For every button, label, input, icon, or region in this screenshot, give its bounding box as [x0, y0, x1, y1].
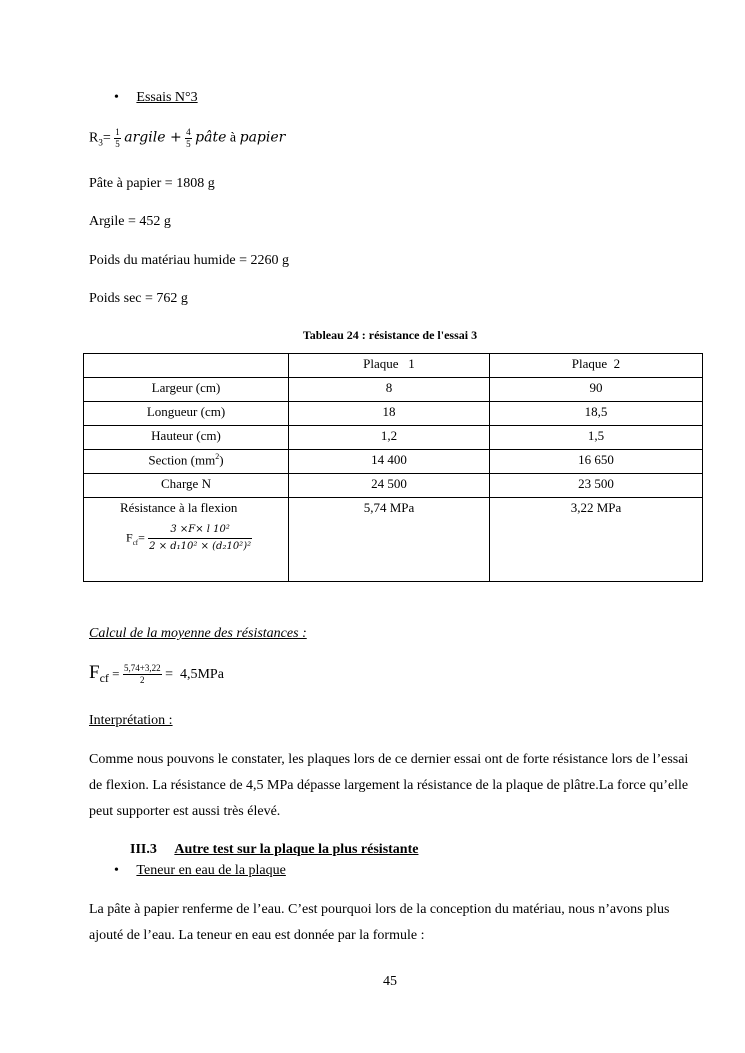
teneur-heading: Teneur en eau de la plaque [136, 863, 286, 878]
mean-fraction [123, 663, 162, 686]
final-paragraph: La pâte à papier renferme de l’eau. C’est pourquoi lors de la conception du matériau, nous n’avons plus ajouté de l’eau. La teneur en eau est donnée par la formule : [89, 902, 670, 943]
header-plaque-1: Plaque 1 [289, 354, 490, 378]
interpretation-heading: Interprétation : [89, 713, 173, 728]
table-row [84, 402, 703, 426]
interpretation-text: Comme nous pouvons le constater, les plaques lors de ce dernier essai ont de forte résistance lors de l’essai de flexion. La résistance de 4,5 MPa dépasse largement la résistance de la plaque de plâtre.La force qu’elle peut supporter est aussi très élevé. [89, 752, 689, 819]
frac1-num: 1 [115, 127, 120, 137]
resistance-value-2: 3,22 MPa [490, 498, 703, 582]
frac-four-fifths [185, 127, 192, 150]
r3-label: R [89, 130, 99, 146]
term-pate: pâte [195, 129, 227, 146]
row-value-2: 16 650 [490, 450, 703, 474]
fcf-eq: = [138, 530, 145, 545]
section-label-text: Section (mm [148, 452, 216, 468]
bullet-essais [114, 90, 198, 106]
r3-eq: = [102, 130, 111, 146]
bullet-teneur [114, 863, 286, 879]
header-cell-empty [84, 354, 289, 378]
formula-r3 [89, 127, 285, 150]
resistance-label-cell [84, 498, 289, 582]
row-label: Longueur (cm) [84, 402, 289, 426]
row-label: Largeur (cm) [84, 378, 289, 402]
row-value-2: 23 500 [490, 474, 703, 498]
frac2-den: 5 [186, 139, 191, 149]
table-header-row [84, 354, 703, 378]
row-label-section [84, 450, 289, 474]
fcf-sub: cf [132, 539, 139, 548]
mean-num: 5,74+3,22 [124, 663, 161, 674]
r3-sub: 3 [98, 137, 103, 148]
row-value-1: 1,2 [289, 426, 490, 450]
bullet-dot: • [114, 90, 119, 105]
fcf-num: 3 ×F× l 10² [148, 522, 252, 539]
row-value-1: 14 400 [289, 450, 490, 474]
table-row-resistance [84, 498, 703, 582]
resistance-label: Résistance à la flexion [120, 500, 238, 515]
row-value-2: 1,5 [490, 426, 703, 450]
resistance-table [83, 353, 703, 582]
row-value-2: 18,5 [490, 402, 703, 426]
bullet-dot: • [114, 863, 119, 878]
table-row [84, 378, 703, 402]
mean-result: = 4,5MPa [165, 667, 224, 682]
row-value-2: 90 [490, 378, 703, 402]
measure-poids-humide: Poids du matériau humide = 2260 g [89, 253, 289, 268]
section-sup: 2 [215, 452, 220, 461]
header-plaque-2: Plaque 2 [490, 354, 703, 378]
calc-heading: Calcul de la moyenne des résistances : [89, 626, 307, 641]
fcf-letter: F [126, 530, 133, 545]
measure-argile: Argile = 452 g [89, 214, 171, 229]
section-title: Autre test sur la plaque la plus résistante [174, 842, 419, 857]
fcf-fraction [148, 522, 252, 555]
mean-f-letter: F [89, 662, 100, 683]
mean-formula [89, 662, 224, 686]
frac1-den: 5 [115, 139, 120, 149]
table-row [84, 426, 703, 450]
row-value-1: 18 [289, 402, 490, 426]
section-close: ) [219, 452, 224, 468]
mean-f-sub: cf [99, 670, 109, 685]
section-number: III.3 [130, 842, 157, 857]
mean-den: 2 [140, 675, 145, 686]
essais-heading: Essais N°3 [136, 90, 198, 105]
table-caption: Tableau 24 : résistance de l'essai 3 [302, 328, 478, 342]
table-row [84, 450, 703, 474]
section-heading [130, 842, 418, 858]
page-number: 45 [383, 974, 397, 989]
fcf-formula [126, 522, 284, 555]
measure-poids-sec: Poids sec = 762 g [89, 291, 188, 306]
frac-one-fifth [114, 127, 121, 150]
measure-pate: Pâte à papier = 1808 g [89, 176, 215, 191]
row-label: Charge N [84, 474, 289, 498]
frac2-num: 4 [186, 127, 191, 137]
row-value-1: 24 500 [289, 474, 490, 498]
row-label: Hauteur (cm) [84, 426, 289, 450]
term-a: à [229, 130, 237, 146]
term-papier: papier [239, 129, 286, 146]
resistance-value-1: 5,74 MPa [289, 498, 490, 582]
term-argile: argile + [124, 129, 182, 146]
mean-eq: = [108, 666, 120, 681]
table-row [84, 474, 703, 498]
row-value-1: 8 [289, 378, 490, 402]
fcf-den: 2 × d₁10² × (d₂10²)² [149, 541, 252, 552]
